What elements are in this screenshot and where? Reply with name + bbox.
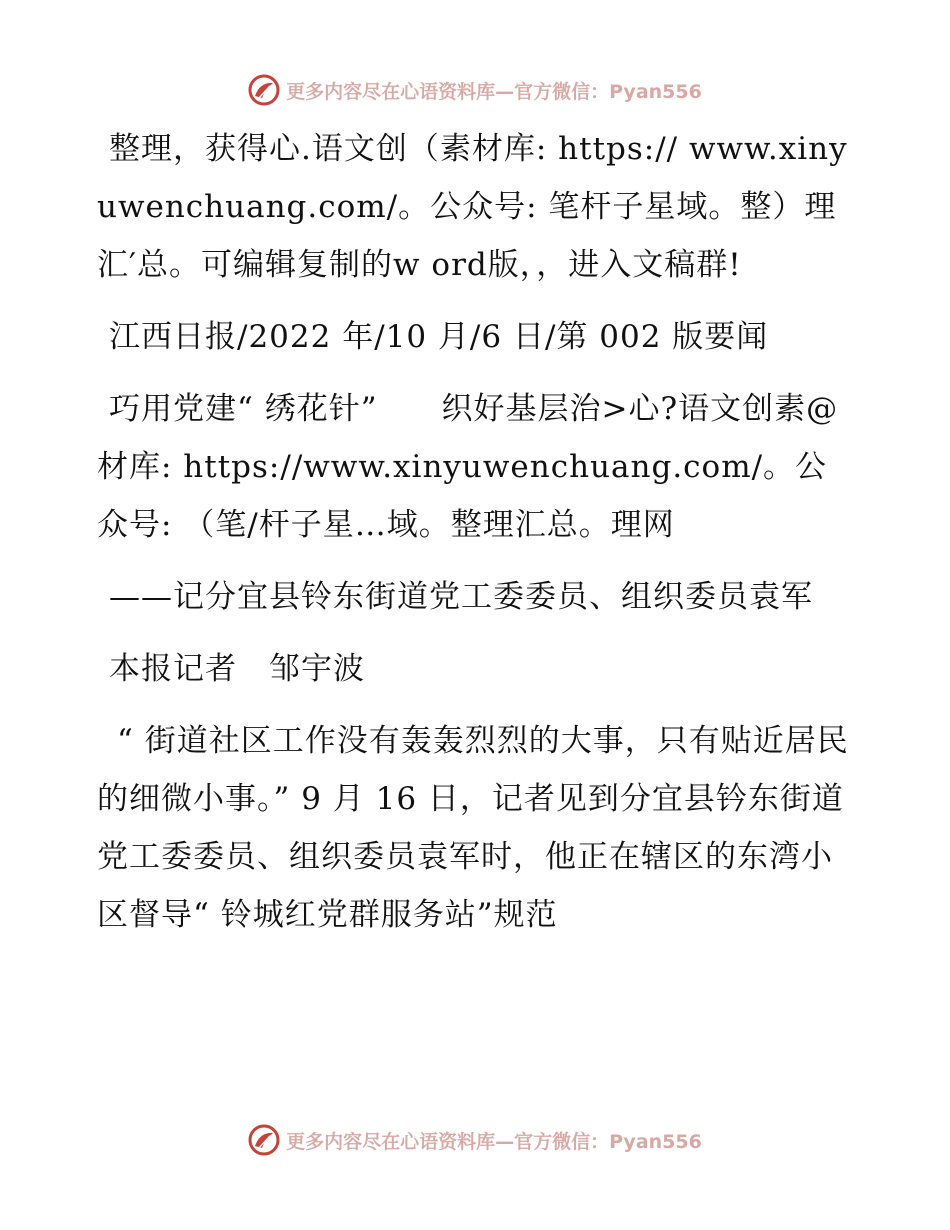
article-subtitle: ——记分宜县铃东街道党工委委员、组织委员袁军 [109,579,813,615]
brand-logo-icon [248,74,280,106]
footer-watermark [0,1120,950,1160]
watermark-text: 更多内容尽在心语资料库—官方微信：Pyan556 [286,80,702,103]
header-watermark [0,70,950,110]
intro-paragraph: 整理，获得心.语文创（素材库: https:// www.xinyuwenchuang.com/。公众号: 笔杆子星域。整）理汇′总。可编辑复制的w ord版，，进入文稿群! [97,131,848,283]
publication-line: 江西日报/2022 年/10 月/6 日/第 002 版要闻 [109,319,769,355]
body-paragraph: “ 街道社区工作没有轰轰烈烈的大事，只有贴近居民的细微小事。” 9 月 16 日，记者见到分宜县钤东街道党工委委员、组织委员袁军时，他正在辖区的东湾小区督导“ 铃城红党群服务站”规范 [97,723,849,933]
watermark-text: 更多内容尽在心语资料库—官方微信：Pyan556 [286,1130,702,1153]
byline: 本报记者 邹宇波 [109,651,365,687]
document-body [97,120,857,958]
article-title: 巧用党建“ 绣花针” 织好基层治>心?语文创素@材库: https://www.xinyuwenchuang.com/。公众号: （笔/杆子星…域。整理汇总。理网 [97,391,839,543]
brand-logo-icon [248,1124,280,1156]
